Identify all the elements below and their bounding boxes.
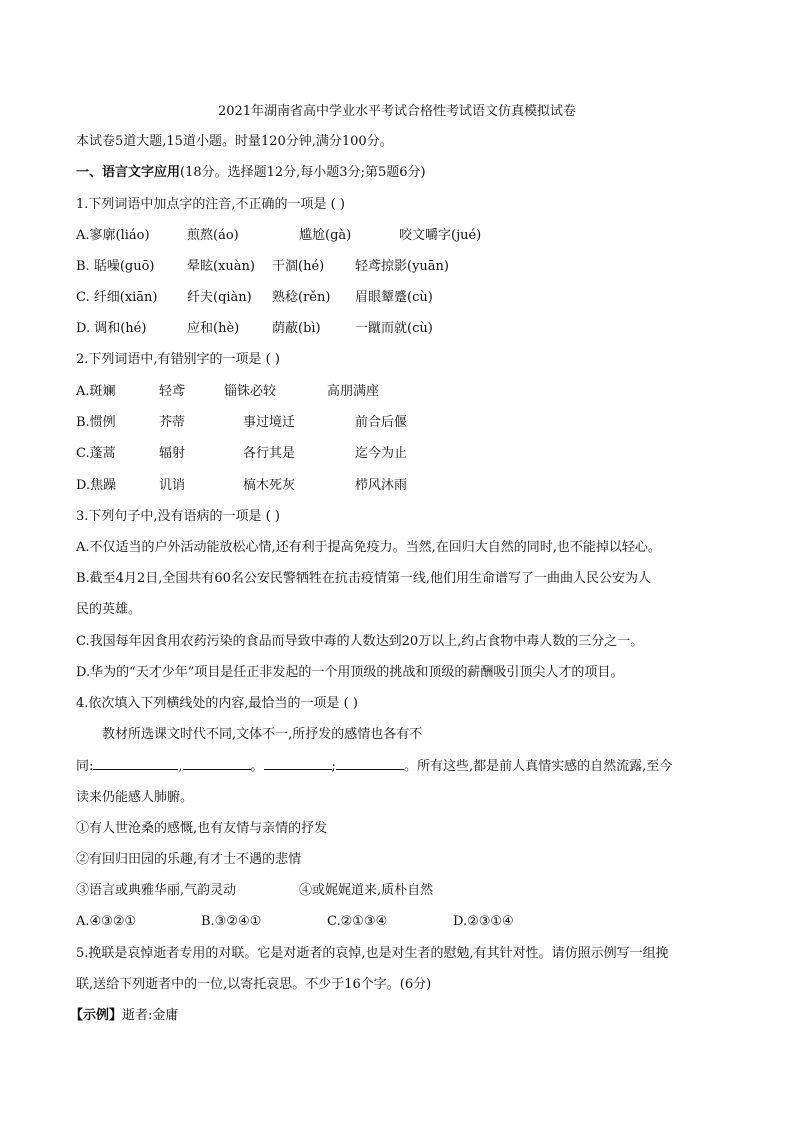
q1-a-word3: 尴尬(gà): [299, 228, 352, 243]
q2-d-word4: 栉风沐雨: [355, 478, 408, 493]
q5-example: [70, 1007, 178, 1025]
q2-c-word2: 辐射: [159, 446, 186, 461]
q4-option-c: C.②①③④: [327, 914, 388, 929]
q4-item-2: ②有回归田园的乐趣,有才士不遇的悲情: [76, 852, 302, 867]
q4-option-d: D.②③①④: [453, 914, 514, 929]
page-title: 2021年湖南省高中学业水平考试合格性考试语文仿真模拟试卷: [217, 104, 577, 119]
q5-stem-line2: 联,送给下列逝者中的一位,以寄托哀思。不少于16个字。(6分): [76, 977, 432, 992]
q4-item-3: ③语言或典雅华丽,气韵灵动: [76, 883, 237, 898]
intro-text: 本试卷5道大题,15道小题。时量120分钟,满分100分。: [76, 134, 393, 149]
blank-4[interactable]: [336, 757, 404, 770]
q2-b-word3: 事过境迁: [243, 415, 296, 430]
section-note: (18分。选择题12分,每小题3分;第5题6分): [180, 165, 426, 180]
q4-option-a: A.④③②①: [76, 914, 137, 929]
q1-b-word2: 晕眩(xuàn): [187, 259, 255, 274]
q1-d-word4: 一蹴而就(cù): [355, 321, 433, 336]
q4-item-4: ④或娓娓道来,质朴自然: [299, 883, 434, 898]
q2-b-word2: 芥蒂: [159, 415, 186, 430]
blank-1[interactable]: [93, 757, 178, 770]
q2-a-word4: 高朋满座: [327, 384, 380, 399]
q2-b-word1: B.惯例: [76, 415, 116, 430]
q5-stem-line1: 5.挽联是哀悼逝者专用的对联。它是对逝者的哀悼,也是对生者的慰勉,有其针对性。请仿照示例写一组挽: [76, 946, 669, 961]
q3-option-b-line2: 民的英雄。: [76, 602, 142, 617]
q3-option-c: C.我国每年因食用农药污染的食品而导致中毒的人数达到20万以上,约占食物中毒人数的三分之一。: [76, 634, 644, 649]
q1-b-word3: 干涸(hé): [272, 259, 325, 274]
q1-d-word1: D. 调和(hé): [76, 321, 147, 336]
q3-stem: 3.下列句子中,没有语病的一项是 ( ): [76, 509, 280, 524]
q1-a-word4: 咬文嚼字(jué): [399, 228, 482, 243]
q4-passage-start: 同:: [76, 759, 94, 774]
q3-option-b-line1: B.截至4月2日,全国共有60名公安民警牺牲在抗击疫情第一线,他们用生命谱写了一曲曲人民公安为人: [76, 571, 652, 586]
section-title: 一、语言文字应用: [76, 165, 181, 180]
q1-c-word4: 眉眼颦蹙(cù): [355, 290, 433, 305]
section-heading: [76, 164, 426, 182]
q4-option-b: B.③②④①: [201, 914, 262, 929]
example-text: 逝者:金庸: [122, 1008, 179, 1023]
q2-c-word4: 迄今为止: [355, 446, 408, 461]
q1-c-word3: 熟稔(rěn): [272, 290, 331, 305]
q3-option-a: A.不仅适当的户外活动能放松心情,还有利于提高免疫力。当然,在回归大自然的同时,也不能掉以轻心。: [76, 540, 661, 555]
q1-a-word1: A.寥廓(liáo): [76, 228, 150, 243]
blank-2[interactable]: [183, 757, 251, 770]
semicolon-separator: ;: [331, 759, 336, 774]
q1-c-word1: C. 纤细(xiān): [76, 290, 158, 305]
q4-stem: 4.依次填入下列横线处的内容,最恰当的一项是 ( ): [76, 696, 358, 711]
comma-separator: ,: [178, 759, 183, 774]
q2-d-word3: 槁木死灰: [243, 478, 296, 493]
q4-passage-line1: 教材所选课文时代不同,文体不一,所抒发的感情也各有不: [102, 727, 423, 742]
q2-b-word4: 前合后偃: [355, 415, 408, 430]
period-separator: 。: [250, 759, 264, 774]
q2-c-word3: 各行其是: [243, 446, 296, 461]
q4-passage-line2: [76, 757, 672, 776]
q2-a-word3: 锱铢必较: [224, 384, 277, 399]
q2-stem: 2.下列词语中,有错别字的一项是 ( ): [76, 352, 280, 367]
q4-passage-end: 。所有这些,都是前人真情实感的自然流露,至今: [403, 759, 673, 774]
q1-c-word2: 纤夫(qiàn): [187, 290, 252, 305]
q2-d-word2: 讥诮: [159, 478, 186, 493]
blank-3[interactable]: [264, 757, 332, 770]
q1-stem: 1.下列词语中加点字的注音,不正确的一项是 ( ): [76, 197, 345, 212]
q2-a-word2: 轻鸢: [159, 384, 186, 399]
q1-b-word1: B. 聒噪(guō): [76, 259, 155, 274]
q3-option-d: D.华为的“天才少年”项目是任正非发起的一个用顶级的挑战和顶级的薪酬吸引顶尖人才的项目。: [76, 665, 624, 680]
q1-b-word4: 轻鸢掠影(yuān): [355, 259, 449, 274]
q2-d-word1: D.焦躁: [76, 478, 117, 493]
example-label: 【示例】: [70, 1008, 123, 1023]
q4-item-1: ①有人世沧桑的感慨,也有友情与亲情的抒发: [76, 821, 328, 836]
q1-a-word2: 煎熬(áo): [187, 228, 239, 243]
q4-passage-line3: 读来仍能感人肺腑。: [76, 790, 194, 805]
q1-d-word3: 荫蔽(bì): [272, 321, 321, 336]
q2-a-word1: A.斑斓: [76, 384, 116, 399]
q2-c-word1: C.蓬蒿: [76, 446, 116, 461]
q1-d-word2: 应和(hè): [187, 321, 240, 336]
